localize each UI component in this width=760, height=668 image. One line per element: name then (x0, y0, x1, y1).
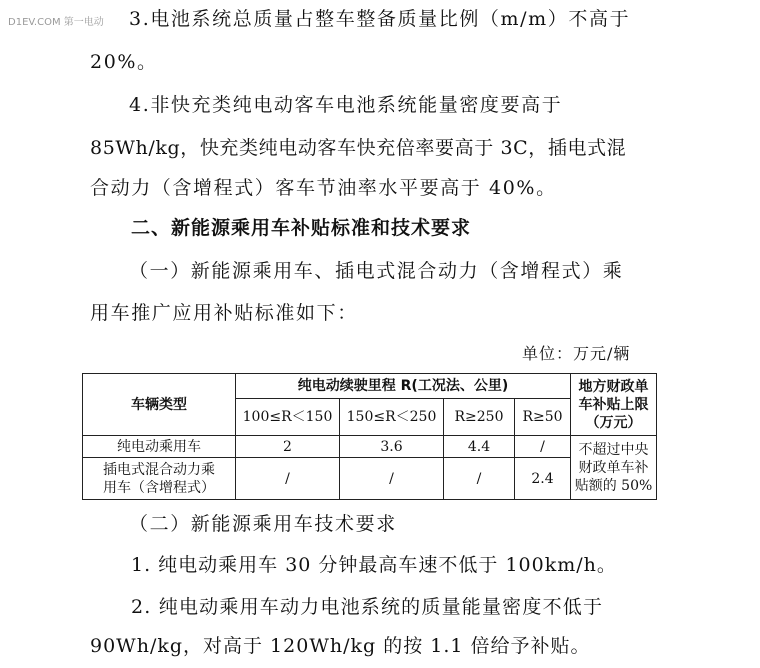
header-range-2: 150≤R＜250 (340, 399, 444, 436)
row-phev-value-2: / (340, 458, 444, 500)
local-subsidy-note-line-1: 不超过中央 (578, 441, 649, 458)
header-vehicle-type: 车辆类型 (83, 374, 236, 436)
local-subsidy-note (571, 436, 657, 500)
item-1: 1. 纯电动乘用车 30 分钟最高车速不低于 100km/h。 (131, 554, 617, 576)
header-local-subsidy-line-1: 地方财政单 (578, 378, 649, 395)
paragraph-4-line-1: 4.非快充类纯电动客车电池系统能量密度要高于 (129, 94, 563, 116)
row-bev-type: 纯电动乘用车 (83, 436, 236, 458)
row-bev-value-1: 2 (236, 436, 340, 458)
row-bev-value-3: 4.4 (444, 436, 515, 458)
row-bev-value-4: / (515, 436, 571, 458)
subsection-1-line-1: （一）新能源乘用车、插电式混合动力（含增程式）乘 (129, 260, 624, 282)
section-heading: 二、新能源乘用车补贴标准和技术要求 (131, 217, 472, 239)
item-2-line-2: 90Wh/kg，对高于 120Wh/kg 的按 1.1 倍给予补贴。 (90, 635, 591, 657)
watermark: D1EV.COM 第一电动 (8, 17, 104, 28)
local-subsidy-note-line-2: 财政单车补 (578, 459, 649, 476)
subsection-1-line-2: 用车推广应用补贴标准如下： (90, 302, 358, 324)
header-range-1: 100≤R＜150 (236, 399, 340, 436)
row-bev-value-2: 3.6 (340, 436, 444, 458)
paragraph-3-line-1: 3.电池系统总质量占整车整备质量比例（m/m）不高于 (129, 8, 631, 30)
paragraph-3-line-2: 20%。 (90, 51, 158, 73)
header-range-group: 纯电动续驶里程 R(工况法、公里) (236, 374, 571, 399)
row-phev-value-4: 2.4 (515, 458, 571, 500)
header-local-subsidy-line-3: （万元） (585, 414, 642, 431)
unit-label: 单位：万元/辆 (522, 344, 631, 363)
row-phev-value-1: / (236, 458, 340, 500)
row-phev-type-line-1: 插电式混合动力乘 (103, 461, 215, 478)
item-2-line-1: 2. 纯电动乘用车动力电池系统的质量能量密度不低于 (131, 596, 604, 618)
row-phev-value-3: / (444, 458, 515, 500)
subsidy-table (82, 373, 657, 500)
row-phev-type-line-2: 用车（含增程式） (103, 479, 215, 496)
header-local-subsidy (571, 374, 657, 436)
paragraph-4-line-2: 85Wh/kg，快充类纯电动客车快充倍率要高于 3C，插电式混 (90, 137, 627, 159)
row-phev-type (83, 458, 236, 500)
header-range-4: R≥50 (515, 399, 571, 436)
header-local-subsidy-line-2: 车补贴上限 (578, 396, 649, 413)
subsection-2: （二）新能源乘用车技术要求 (129, 513, 397, 535)
header-range-3: R≥250 (444, 399, 515, 436)
local-subsidy-note-line-3: 贴额的 50% (574, 477, 653, 494)
paragraph-4-line-3: 合动力（含增程式）客车节油率水平要高于 40%。 (90, 177, 557, 199)
